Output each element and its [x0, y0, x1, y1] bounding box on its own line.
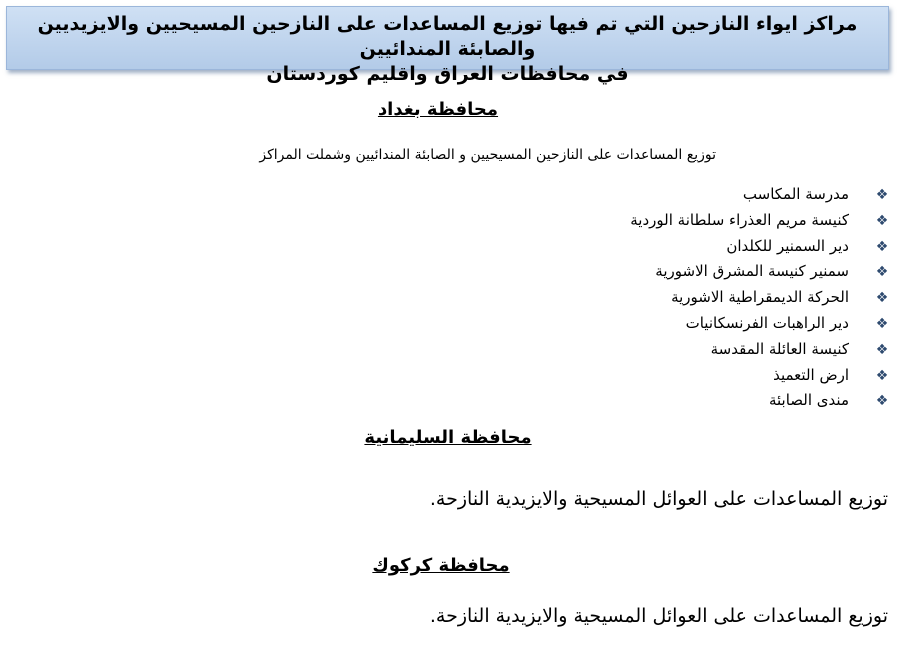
- diamond-bullet-icon: ❖: [875, 341, 889, 358]
- banner-line-1: مراكز ايواء النازحين التي تم فيها توزيع المساعدات على النازحين المسيحيين والايزيديين والصابئة المندائيين: [37, 13, 858, 60]
- banner-line-2: في محافظات العراق واقليم كوردستان: [266, 63, 629, 85]
- list-item: ❖دير السمنير للكلدان: [630, 234, 892, 260]
- sulaymaniyah-text: توزيع المساعدات على العوائل المسيحية والايزيدية النازحة.: [429, 488, 888, 510]
- kirkuk-text: توزيع المساعدات على العوائل المسيحية والايزيدية النازحة.: [429, 605, 888, 627]
- kirkuk-heading: محافظة كركوك: [372, 555, 510, 576]
- list-item: ❖مندى الصابئة: [630, 388, 892, 414]
- baghdad-intro: توزيع المساعدات على النازحين المسيحيين و الصابئة المندائيين وشملت المراكز: [259, 147, 716, 163]
- sulaymaniyah-heading: محافظة السليمانية: [364, 427, 532, 448]
- list-item: ❖مدرسة المكاسب: [630, 182, 892, 208]
- list-item: ❖كنيسة مريم العذراء سلطانة الوردية: [630, 208, 892, 234]
- diamond-bullet-icon: ❖: [875, 315, 889, 332]
- diamond-bullet-icon: ❖: [875, 238, 889, 255]
- baghdad-heading: محافظة بغداد: [377, 99, 499, 120]
- list-item: ❖الحركة الديمقراطية الاشورية: [630, 285, 892, 311]
- title-banner: [6, 6, 889, 85]
- list-item: ❖سمنير كنيسة المشرق الاشورية: [630, 259, 892, 285]
- baghdad-centers-list: [630, 182, 892, 414]
- list-item: ❖ارض التعميذ: [630, 363, 892, 389]
- diamond-bullet-icon: ❖: [875, 187, 889, 203]
- list-item: ❖دير الراهبات الفرنسكانيات: [630, 311, 892, 337]
- diamond-bullet-icon: ❖: [875, 212, 889, 229]
- diamond-bullet-icon: ❖: [875, 393, 889, 410]
- list-item: ❖كنيسة العائلة المقدسة: [630, 337, 892, 363]
- diamond-bullet-icon: ❖: [875, 264, 889, 281]
- diamond-bullet-icon: ❖: [875, 367, 889, 384]
- diamond-bullet-icon: ❖: [875, 290, 889, 307]
